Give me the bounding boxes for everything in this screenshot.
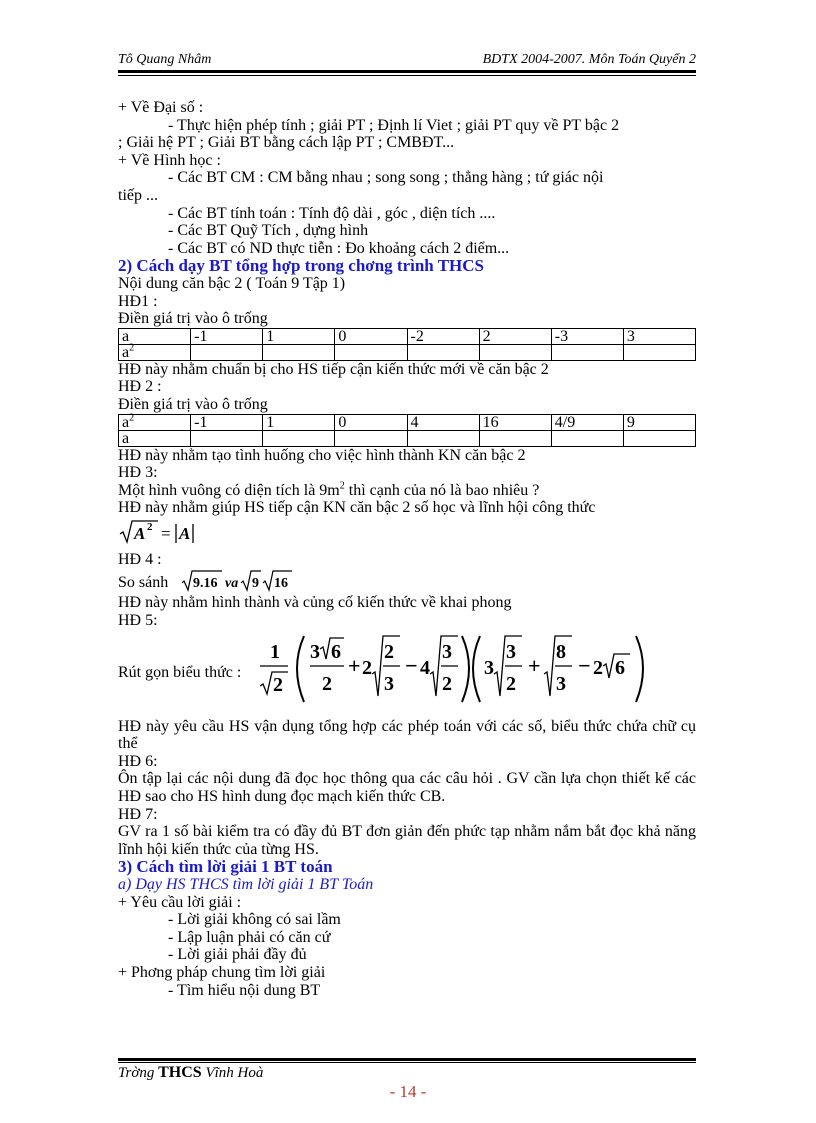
hd1-table — [118, 328, 696, 361]
svg-text:=: = — [161, 523, 171, 543]
table-cell: -1 — [191, 328, 263, 344]
footer-school-bold: THCS — [158, 1064, 202, 1081]
table-cell-head — [119, 344, 191, 360]
section-3-subheading: a) Dạy HS THCS tìm lời giải 1 BT Toán — [118, 876, 374, 893]
dai-so-item-cont: ; Giải hệ PT ; Giải BT bằng cách lập PT ; CMBĐT... — [118, 134, 455, 152]
svg-text:2: 2 — [442, 672, 452, 695]
table-cell: -3 — [551, 328, 623, 344]
formula-compare — [180, 568, 300, 594]
hd1-instruction: Điền giá trị vào ô trống — [118, 310, 268, 328]
table-cell: -1 — [191, 414, 263, 430]
table-cell: 16 — [479, 414, 551, 430]
page-number: - 14 - — [389, 1082, 427, 1101]
hd3-question-sup: 2 — [339, 480, 345, 492]
svg-text:2: 2 — [384, 640, 394, 663]
table-cell-empty[interactable] — [407, 344, 479, 360]
hd3-note: HĐ này nhằm giúp HS tiếp cận KN căn bậc 2 số học và lĩnh hội công thức — [118, 499, 596, 517]
table-cell-empty[interactable] — [191, 344, 263, 360]
svg-text:+: + — [348, 652, 361, 678]
table-cell: 4/9 — [551, 414, 623, 430]
hd4-note: HĐ này nhằm hình thành và củng cố kiến thức về khai phong — [118, 594, 512, 612]
hd3-formula — [118, 517, 696, 547]
dai-so-item: - Thực hiện phép tính ; giải PT ; Định lí Viet ; giải PT quy về PT bậc 2 — [168, 116, 620, 134]
table-cell: 1 — [263, 328, 335, 344]
table-cell: 0 — [335, 328, 407, 344]
header-title: BDTX 2004-2007. Môn Toán Quyển 2 — [482, 52, 696, 67]
table-cell-empty[interactable] — [479, 344, 551, 360]
svg-text:9: 9 — [252, 576, 259, 592]
table-cell-empty[interactable] — [551, 344, 623, 360]
dai-so-title: + Về Đại số : — [118, 99, 204, 116]
svg-text:9.16: 9.16 — [193, 576, 218, 592]
svg-text:2: 2 — [506, 672, 516, 695]
hd2-title: HĐ 2 : — [118, 378, 162, 396]
hd3-title: HĐ 3: — [118, 464, 158, 482]
svg-text:1: 1 — [270, 640, 280, 663]
table-cell-head — [119, 414, 191, 430]
hd7-title: HĐ 7: — [118, 805, 158, 823]
table-cell-empty[interactable] — [623, 344, 695, 360]
table-cell: a — [119, 328, 191, 344]
svg-text:va: va — [225, 576, 239, 592]
table-cell-empty[interactable] — [551, 430, 623, 446]
table-cell-head: a — [119, 430, 191, 446]
hd3-question — [118, 482, 696, 500]
table-cell-empty[interactable] — [263, 430, 335, 446]
hd4-title: HĐ 4 : — [118, 550, 162, 568]
hd5-title: HĐ 5: — [118, 612, 158, 630]
svg-text:6: 6 — [331, 640, 341, 663]
hd1-note: HĐ này nhằm chuẩn bị cho HS tiếp cận kiến thức mới về căn bậc 2 — [118, 360, 549, 378]
svg-text:3: 3 — [506, 640, 516, 663]
page-footer — [118, 1064, 263, 1082]
table-cell: 1 — [263, 414, 335, 430]
hinh-hoc-item-2: - Các BT tính toán : Tính độ dài , góc , diện tích .... — [168, 204, 496, 222]
svg-text:16: 16 — [274, 576, 288, 592]
svg-text:2: 2 — [593, 656, 603, 679]
svg-text:3: 3 — [384, 672, 394, 695]
svg-text:+: + — [528, 652, 541, 678]
hd3-question-b: thì cạnh của nó là bao nhiêu ? — [344, 481, 540, 499]
footer-school-prefix: Trờng — [118, 1065, 155, 1081]
table-cell-empty[interactable] — [335, 344, 407, 360]
header-rule-thin — [118, 75, 696, 76]
table-cell: 3 — [623, 328, 695, 344]
cell-sup: 2 — [129, 342, 135, 354]
table-cell: 2 — [479, 328, 551, 344]
svg-text:2: 2 — [273, 673, 283, 696]
cell-sup: 2 — [129, 412, 135, 424]
table-row — [119, 430, 696, 446]
header-rule-thick — [118, 70, 696, 73]
table-cell-empty[interactable] — [407, 430, 479, 446]
table-cell-empty[interactable] — [623, 430, 695, 446]
formula-simplify — [260, 630, 696, 710]
svg-text:8: 8 — [556, 640, 566, 663]
hd5-simplify — [118, 630, 696, 718]
yeu-cau-item-1: - Lời giải không có sai lầm — [168, 911, 341, 929]
table-cell-empty[interactable] — [335, 430, 407, 446]
svg-text:3: 3 — [556, 672, 566, 695]
header-author: Tô Quang Nhâm — [118, 52, 212, 67]
svg-text:2: 2 — [322, 672, 332, 695]
svg-text:2: 2 — [362, 656, 372, 679]
svg-text:3: 3 — [442, 640, 452, 663]
table-row — [119, 414, 696, 430]
svg-text:4: 4 — [420, 656, 430, 679]
section-2-heading: 2) Cách dạy BT tổng hợp trong chơng trình THCS — [118, 256, 484, 276]
svg-text:A: A — [179, 523, 191, 543]
yeu-cau-title: + Yêu cầu lời giải : — [118, 893, 242, 911]
table-row — [119, 344, 696, 360]
page-header — [118, 50, 696, 70]
table-row — [119, 328, 696, 344]
cell-base: a — [122, 343, 130, 361]
footer-school-suffix: Vĩnh Hoà — [205, 1065, 264, 1081]
yeu-cau-item-2: - Lập luận phải có căn cứ — [168, 928, 331, 946]
hinh-hoc-item-1: - Các BT CM : CM bằng nhau ; song song ; thẳng hàng ; tứ giác nội — [168, 169, 604, 187]
svg-text:3: 3 — [484, 656, 494, 679]
hinh-hoc-item-1-cont: tiếp ... — [118, 186, 158, 204]
table-cell-empty[interactable] — [479, 430, 551, 446]
svg-text:−: − — [578, 652, 591, 678]
yeu-cau-item-3: - Lời giải phải đầy đủ — [168, 946, 307, 964]
table-cell: -2 — [407, 328, 479, 344]
hinh-hoc-item-4: - Các BT có ND thực tiễn : Đo khoảng cách 2 điểm... — [168, 239, 510, 257]
hinh-hoc-title: + Về Hình học : — [118, 151, 221, 169]
hd1-title: HĐ1 : — [118, 292, 158, 310]
hd2-note: HĐ này nhằm tạo tình huống cho việc hình thành KN căn bậc 2 — [118, 446, 526, 464]
page-body — [118, 99, 696, 999]
svg-text:A: A — [134, 523, 146, 543]
phuong-phap-title: + Phơng pháp chung tìm lời giải — [118, 963, 326, 981]
table-cell: 4 — [407, 414, 479, 430]
table-cell-empty[interactable] — [263, 344, 335, 360]
formula-abs-sqrt — [118, 517, 208, 547]
hd6-title: HĐ 6: — [118, 752, 158, 770]
footer-rule-thin — [118, 1062, 696, 1063]
table-cell-empty[interactable] — [191, 430, 263, 446]
hd5-note: HĐ này yêu cầu HS vận dụng tổng hợp các phép toán với các số, biểu thức chứa chữ cụ thể — [118, 717, 696, 753]
svg-text:6: 6 — [615, 656, 625, 679]
hd3-question-a: Một hình vuông có diện tích là 9m — [118, 481, 340, 499]
section-2-intro: Nội dung căn bậc 2 ( Toán 9 Tập 1) — [118, 274, 346, 292]
table-cell: 9 — [623, 414, 695, 430]
hd2-table — [118, 414, 696, 447]
hd5-label: Rút gọn biểu thức : — [118, 663, 242, 681]
svg-text:−: − — [405, 652, 418, 678]
section-3-heading: 3) Cách tìm lời giải 1 BT toán — [118, 857, 333, 877]
hd6-note: Ôn tập lại các nội dung đã đọc học thông qua các câu hỏi . GV cần lựa chọn thiết kế các HĐ sao cho HS hình dung đọc mạch kiến thức CB. — [118, 770, 696, 806]
hd2-instruction: Điền giá trị vào ô trống — [118, 395, 268, 413]
hd4-compare — [118, 568, 696, 594]
phuong-phap-item-1: - Tìm hiểu nội dung BT — [168, 981, 321, 999]
hd4-label: So sánh — [118, 574, 169, 592]
table-cell: 0 — [335, 414, 407, 430]
svg-text:2: 2 — [147, 520, 153, 533]
footer-rule-thick — [118, 1058, 696, 1061]
hinh-hoc-item-3: - Các BT Quỹ Tích , dựng hình — [168, 222, 369, 240]
cell-base: a — [122, 413, 130, 431]
hd7-note: GV ra 1 số bài kiểm tra có đầy đủ BT đơn giản đến phức tạp nhằm nắm bắt đọc khả năng lĩnh hội kiến thức của từng HS. — [118, 823, 696, 858]
svg-text:3: 3 — [310, 640, 320, 663]
